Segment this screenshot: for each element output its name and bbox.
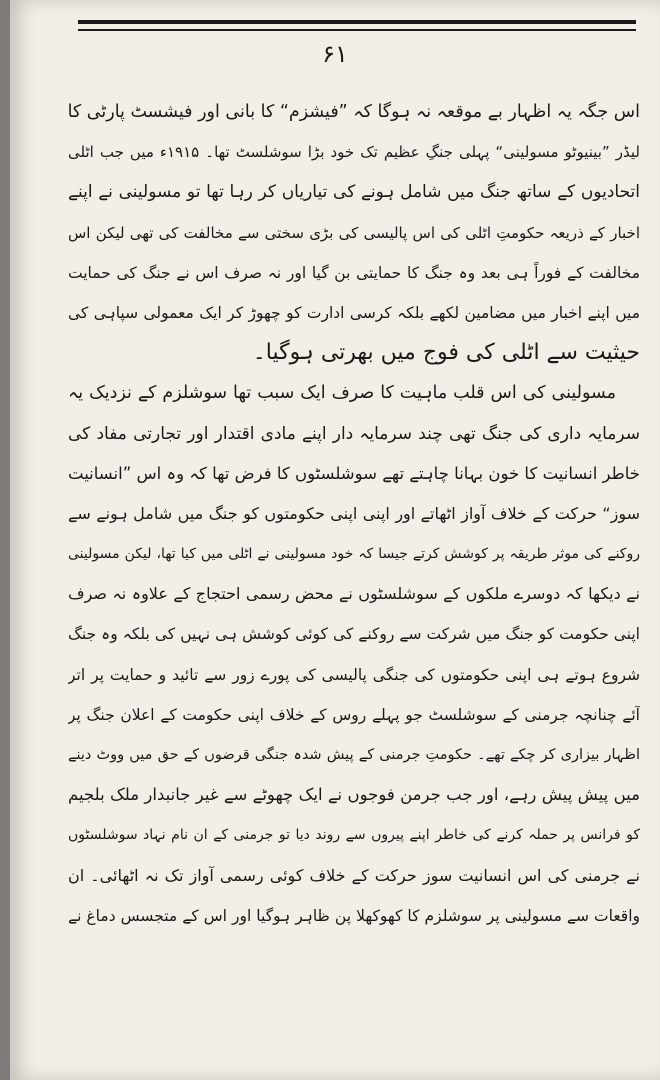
text-line: اخبار کے ذریعہ حکومتِ اٹلی کی اس پالیسی کی بڑی سختی سے مخالفت کی تھی لیکن اس (68, 223, 640, 242)
text-line: حیثیت سے اٹلی کی فوج میں بھرتی ہوگیا۔ (252, 340, 640, 366)
text-line: میں پیش پیش رہے، اور جب جرمن فوجوں نے ایک چھوٹے سے غیر جانبدار ملک بلجیم (68, 785, 640, 805)
body-text (68, 92, 640, 936)
text-line: اپنی حکومت کو جنگ میں شرکت سے روکنے کی کوئی کوشش ہی نہیں کی بلکہ وہ جنگ (68, 625, 640, 644)
text-line: آئے چنانچہ جرمنی کے سوشلسٹ جو پہلے روس کے خلاف اپنی حکومت کے اعلان جنگ پر (68, 705, 640, 724)
text-line: اظہار بیزاری کر چکے تھے۔ حکومتِ جرمنی کے پیش شدہ جنگی قرضوں کے حق میں ووٹ دینے (68, 747, 640, 763)
text-line: سوز“ حرکت کے خلاف آواز اٹھاتے اور اپنی اپنی حکومتوں کو جنگ میں شامل ہونے سے (68, 503, 640, 523)
header-rule-thin (78, 29, 636, 31)
text-line: لیڈر ”بینیوٹو مسولینی“ پہلی جنگِ عظیم تک خود بڑا سوشلسٹ تھا۔ ۱۹۱۵ء میں جب اٹلی (68, 143, 640, 162)
text-line: کو فرانس پر حملہ کرنے کی خاطر اپنے پیروں سے روند دیا تو جرمنی کے ان نام نہاد سوشلسٹوں (68, 827, 640, 844)
text-line: شروع ہوتے ہی اپنی حکومتوں کی جنگی پالیسی کی پورے زور سے تائید و حمایت پر اتر (68, 665, 640, 684)
text-line: سرمایہ داری کی جنگ تھی چند سرمایہ دار اپنے مادی اقتدار اور تجارتی مفاد کی (68, 423, 640, 444)
text-line: روکنے کی موثر طریقہ پر کوشش کرتے جیسا کہ خود مسولینی نے اٹلی میں کیا تھا، لیکن مسولینی (68, 546, 640, 563)
text-line: مسولینی کی اس قلب ماہیت کا صرف ایک سبب تھا سوشلزم کے نزدیک یہ (68, 383, 616, 404)
text-line: خاطر انسانیت کا خون بہانا چاہتے تھے سوشلسٹوں کا فرض تھا کہ وہ اس ”انسانیت (68, 463, 640, 483)
text-line: مخالفت کے فوراً ہی بعد وہ جنگ کا حمایتی بن گیا اور نہ صرف اس نے جنگ کی حمایت (68, 263, 640, 282)
text-line: اتحادیوں کے ساتھ جنگ میں شامل ہونے کی تیاریاں کر رہا تھا تو مسولینی نے اپنے (68, 182, 640, 203)
text-line: اس جگہ یہ اظہار بے موقعہ نہ ہوگا کہ ”فیشزم“ کا بانی اور فیشسٹ پارٹی کا (68, 102, 640, 122)
text-line: میں اپنے اخبار میں مضامین لکھے بلکہ کرسی ادارت کو چھوڑ کر ایک معمولی سپاہی کی (68, 303, 640, 322)
text-line: نے جرمنی کی اس انسانیت سوز حرکت کے خلاف کوئی رسمی آواز تک نہ اٹھائی۔ ان (68, 865, 640, 885)
text-line: نے دیکھا کہ دوسرے ملکوں کے سوشلسٹوں نے محض رسمی احتجاج کے علاوہ نہ صرف (68, 584, 640, 604)
page-number: ۶۱ (322, 40, 348, 68)
header-rule-thick (78, 20, 636, 24)
text-line: واقعات سے مسولینی پر سوشلزم کا کھوکھلا پن ظاہر ہوگیا اور اس کے متجسس دماغ نے (68, 906, 640, 925)
book-page (10, 0, 660, 1080)
